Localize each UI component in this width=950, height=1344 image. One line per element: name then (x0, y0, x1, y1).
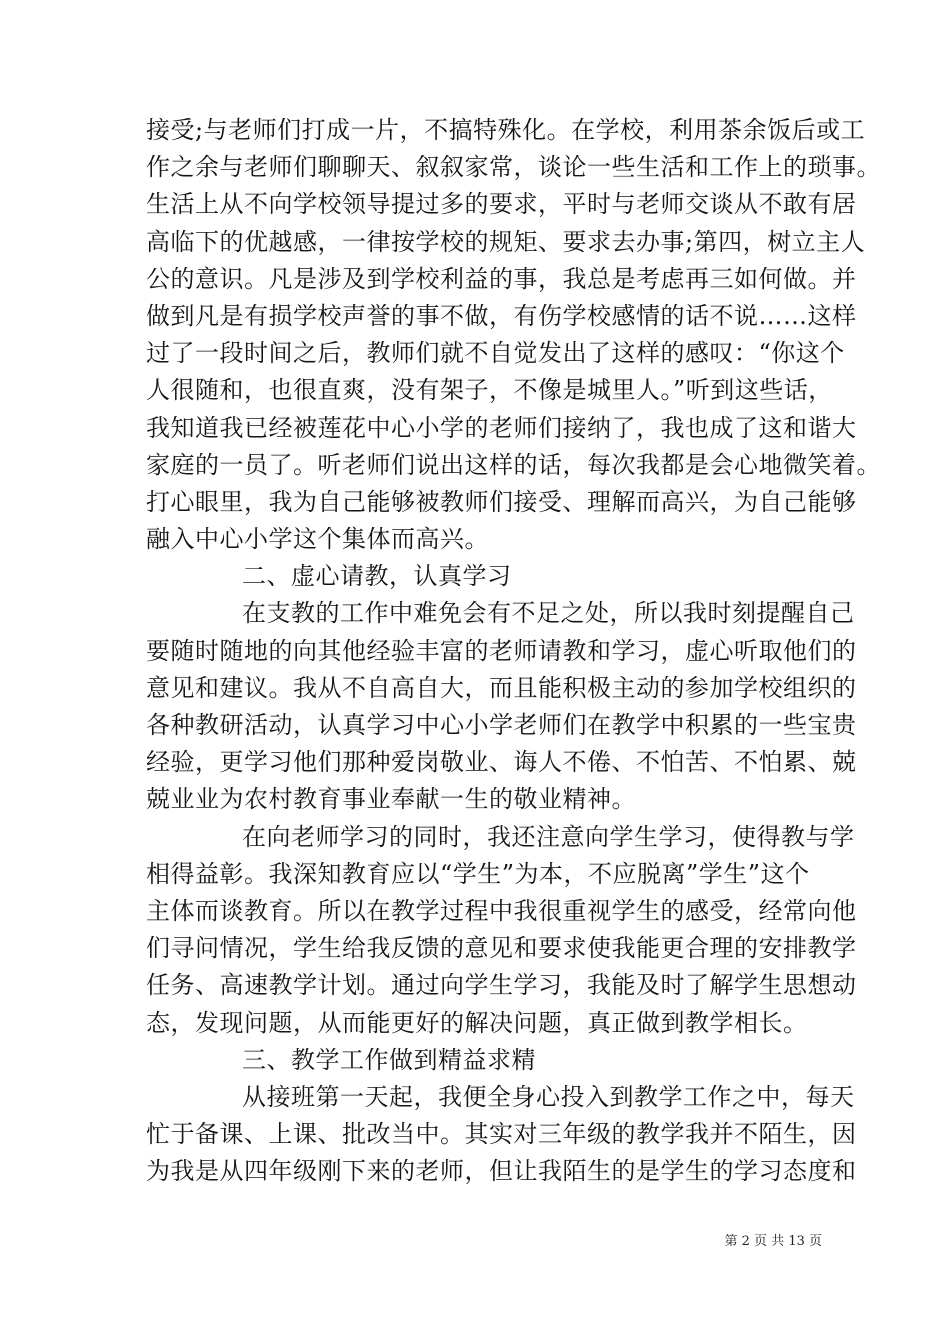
text-line: 在向老师学习的同时，我还注意向学生学习，使得教与学 (242, 822, 855, 851)
text-line: 在支教的工作中难免会有不足之处，所以我时刻提醒自己 (242, 599, 855, 628)
text-line: 各种教研活动，认真学习中心小学老师们在教学中积累的一些宝贵 (146, 711, 857, 739)
section-heading: 三、教学工作做到精益求精 (242, 1045, 536, 1074)
text-line: 人很随和，也很直爽，没有架子，不像是城里人。”听到这些话， (146, 376, 833, 405)
text-line: 高临下的优越感，一律按学校的规矩、要求去办事;第四，树立主人 (146, 227, 866, 256)
text-line: 生活上从不向学校领导提过多的要求，平时与老师交谈从不敢有居 (146, 190, 857, 219)
text-line: 忙于备课、上课、批改当中。其实对三年级的教学我并不陌生，因 (146, 1120, 857, 1149)
body-text (146, 112, 881, 1190)
text-line: 从接班第一天起，我便全身心投入到教学工作之中，每天 (242, 1082, 855, 1111)
text-line: 接受;与老师们打成一片，不搞特殊化。在学校，利用茶余饭后或工 (146, 116, 866, 144)
text-line: 做到凡是有损学校声誉的事不做，有伤学校感情的话不说……这样 (146, 301, 857, 330)
text-line: 意见和建议。我从不自高自大，而且能积极主动的参加学校组织的 (146, 673, 857, 702)
text-line: 相得益彰。我深知教育应以“学生”为本，不应脱离”学生”这个 (146, 859, 810, 888)
section-heading: 二、虚心请教，认真学习 (242, 562, 512, 591)
text-line: 家庭的一员了。听老师们说出这样的话，每次我都是会心地微笑着。 (146, 450, 881, 479)
text-line: 要随时随地的向其他经验丰富的老师请教和学习，虚心听取他们的 (146, 636, 857, 665)
text-line: 们寻问情况，学生给我反馈的意见和要求使我能更合理的安排教学 (146, 934, 857, 963)
text-line: 为我是从四年级刚下来的老师，但让我陌生的是学生的学习态度和 (146, 1157, 857, 1186)
text-line: 过了一段时间之后，教师们就不自觉发出了这样的感叹：“你这个 (146, 339, 845, 368)
text-line: 公的意识。凡是涉及到学校利益的事，我总是考虑再三如何做。并 (146, 264, 857, 293)
text-line: 经验，更学习他们那种爱岗敬业、诲人不倦、不怕苦、不怕累、兢 (146, 748, 857, 777)
text-line: 态，发现问题，从而能更好的解决问题，真正做到教学相长。 (146, 1008, 808, 1037)
text-line: 任务、高速教学计划。通过向学生学习，我能及时了解学生思想动 (146, 971, 857, 1000)
page-number: 第 2 页 共 13 页 (724, 1234, 822, 1249)
text-line: 主体而谈教育。所以在教学过程中我很重视学生的感受，经常向他 (146, 896, 857, 925)
text-line: 融入中心小学这个集体而高兴。 (146, 525, 489, 554)
text-line: 我知道我已经被莲花中心小学的老师们接纳了，我也成了这和谐大 (146, 413, 857, 442)
text-line: 兢业业为农村教育事业奉献一生的敬业精神。 (146, 785, 636, 814)
text-line: 打心眼里，我为自己能够被教师们接受、理解而高兴，为自己能够 (146, 487, 857, 516)
text-line: 作之余与老师们聊聊天、叙叙家常，谈论一些生活和工作上的琐事。 (146, 153, 881, 182)
